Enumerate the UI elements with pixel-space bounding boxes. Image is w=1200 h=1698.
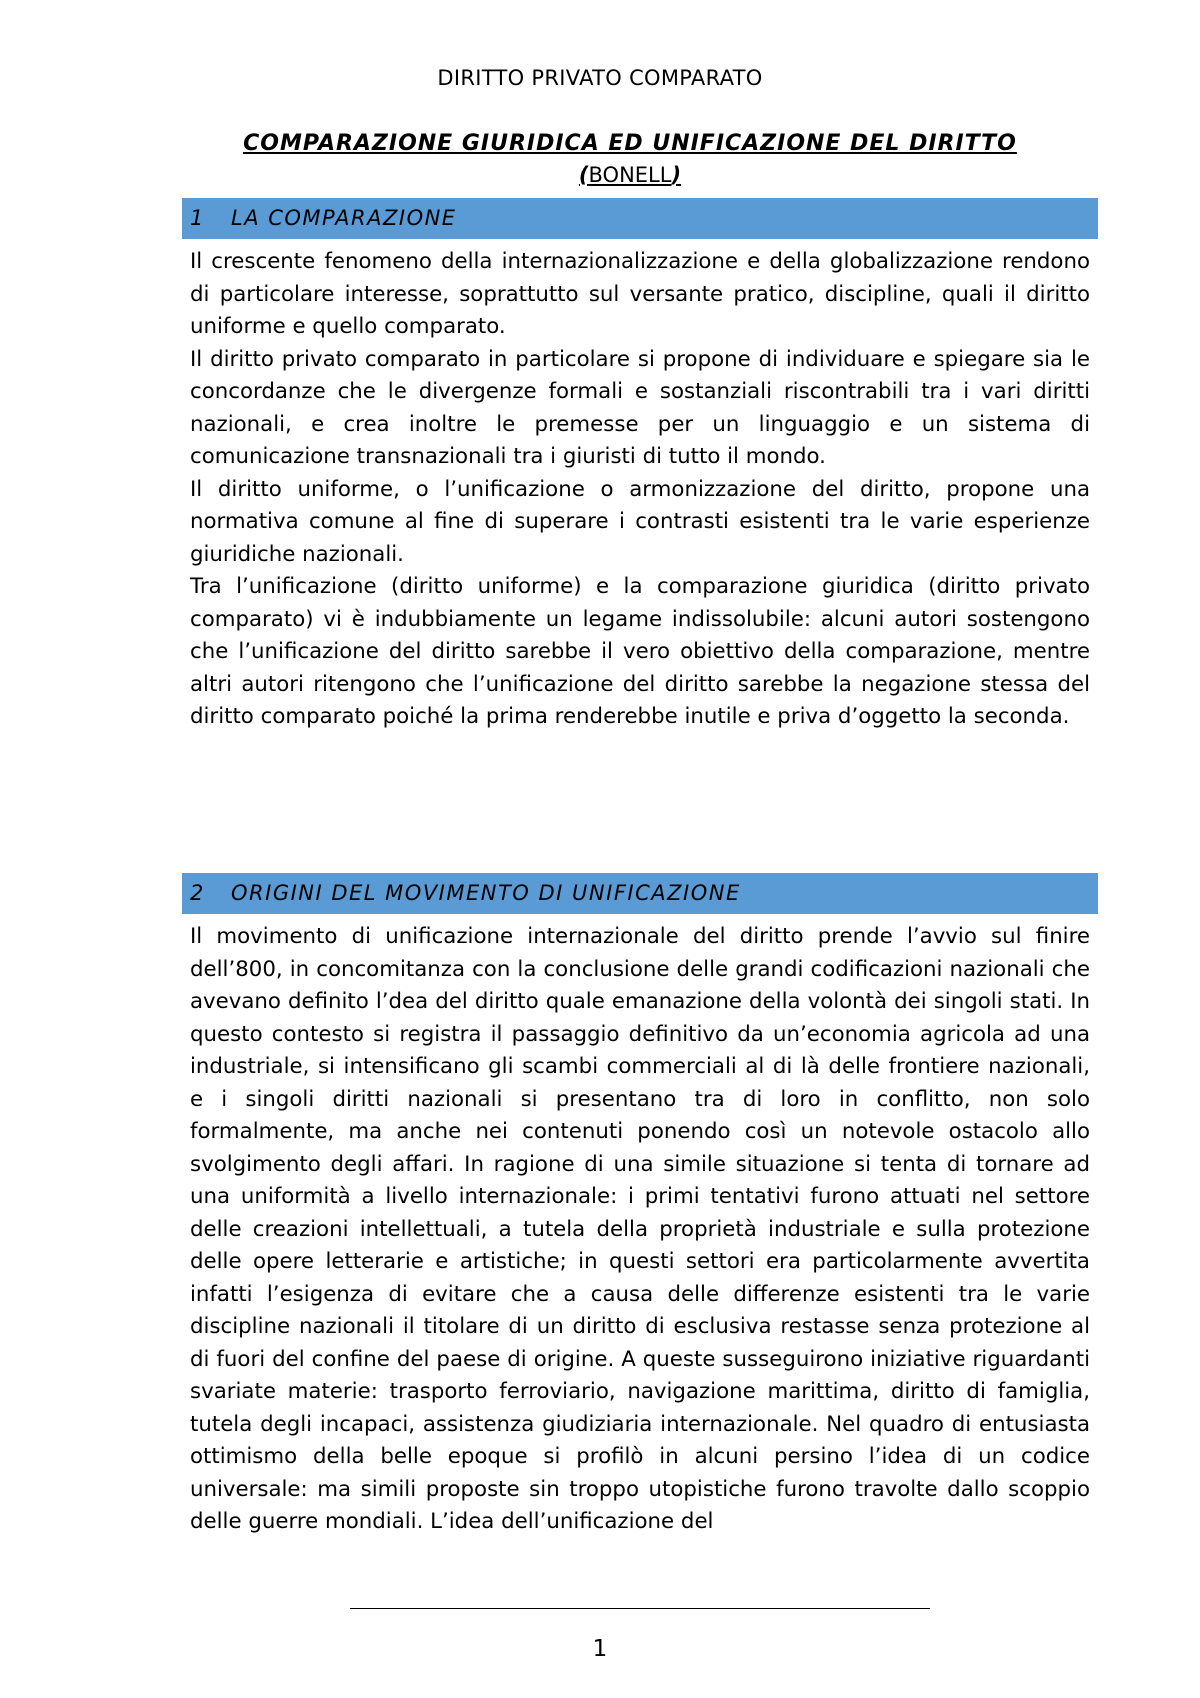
author-name: BONELL — [588, 163, 672, 187]
section-number: 2 — [190, 881, 205, 905]
author-close-paren: ) — [671, 163, 682, 187]
page-number: 1 — [592, 1636, 608, 1662]
author-open-paren: ( — [578, 163, 589, 187]
paragraph: Il crescente fenomeno della internazionalizzazione e della globalizzazione rendono di particolare interesse, soprattutto sul versante pratico, discipline, quali il diritto uniforme e quello comparato. — [190, 249, 1090, 339]
section-title: ORIGINI DEL MOVIMENTO DI UNIFICAZIONE — [231, 881, 741, 905]
document-author — [190, 160, 1070, 190]
footer-divider — [350, 1608, 930, 1609]
section-title: LA COMPARAZIONE — [231, 206, 457, 230]
paragraph: Il diritto privato comparato in particolare si propone di individuare e spiegare sia le concordanze che le divergenze formali e sostanziali riscontrabili tra i vari diritti nazionali, e crea inoltre le premesse per un linguaggio e un sistema di comunicazione transnazionali tra i giuristi di tutto il mondo. — [190, 346, 1090, 469]
section-heading-origini — [182, 873, 1098, 914]
section-number: 1 — [190, 206, 205, 230]
section-body-origini — [190, 921, 1090, 1539]
running-header: DIRITTO PRIVATO COMPARATO — [437, 66, 763, 90]
paragraph: Il movimento di unificazione internazionale del diritto prende l’avvio sul finire dell’800, in concomitanza con la conclusione delle grandi codificazioni nazionali che avevano definito l’dea del diritto quale emanazione della volontà dei singoli stati. In questo contesto si registra il passaggio definitivo da un’economia agricola ad una industriale, si intensificano gli scambi commerciali al di là delle frontiere nazionali, e i singoli diritti nazionali si presentano tra di loro in conflitto, non solo formalmente, ma anche nei contenuti ponendo così un notevole ostacolo allo svolgimento degli affari. In ragione di una simile situazione si tenta di tornare ad una uniformità a livello internazionale: i primi tentativi furono attuati nel settore delle creazioni intellettuali, a tutela della proprietà industriale e sulla protezione delle opere letterarie e artistiche; in questi settori era particolarmente avvertita infatti l’esigenza di evitare che a causa delle differenze esistenti tra le varie discipline nazionali il titolare di un diritto di esclusiva restasse senza protezione al di fuori del confine del paese di origine. A queste susseguirono iniziative riguardanti svariate materie: trasporto ferroviario, navigazione marittima, diritto di famiglia, tutela degli incapaci, assistenza giudiziaria internazionale. Nel quadro di entusiasta ottimismo della belle epoque si profilò in alcuni persino l’idea di un codice universale: ma simili proposte sin troppo utopistiche furono travolte dallo scoppio delle guerre mondiali. L’idea dell’unificazione del — [190, 924, 1090, 1534]
document-title: COMPARAZIONE GIURIDICA ED UNIFICAZIONE DEL DIRITTO — [243, 131, 1017, 156]
section-body-comparazione — [190, 246, 1090, 734]
section-heading-comparazione — [182, 198, 1098, 239]
paragraph: Il diritto uniforme, o l’unificazione o armonizzazione del diritto, propone una normativa comune al fine di superare i contrasti esistenti tra le varie esperienze giuridiche nazionali. — [190, 476, 1090, 567]
paragraph: Tra l’unificazione (diritto uniforme) e la comparazione giuridica (diritto privato comparato) vi è indubbiamente un legame indissolubile: alcuni autori sostengono che l’unificazione del diritto sarebbe il vero obiettivo della comparazione, mentre altri autori ritengono che l’unificazione del diritto sarebbe la negazione stessa del diritto comparato poiché la prima renderebbe inutile e priva d’oggetto la seconda. — [190, 574, 1090, 729]
